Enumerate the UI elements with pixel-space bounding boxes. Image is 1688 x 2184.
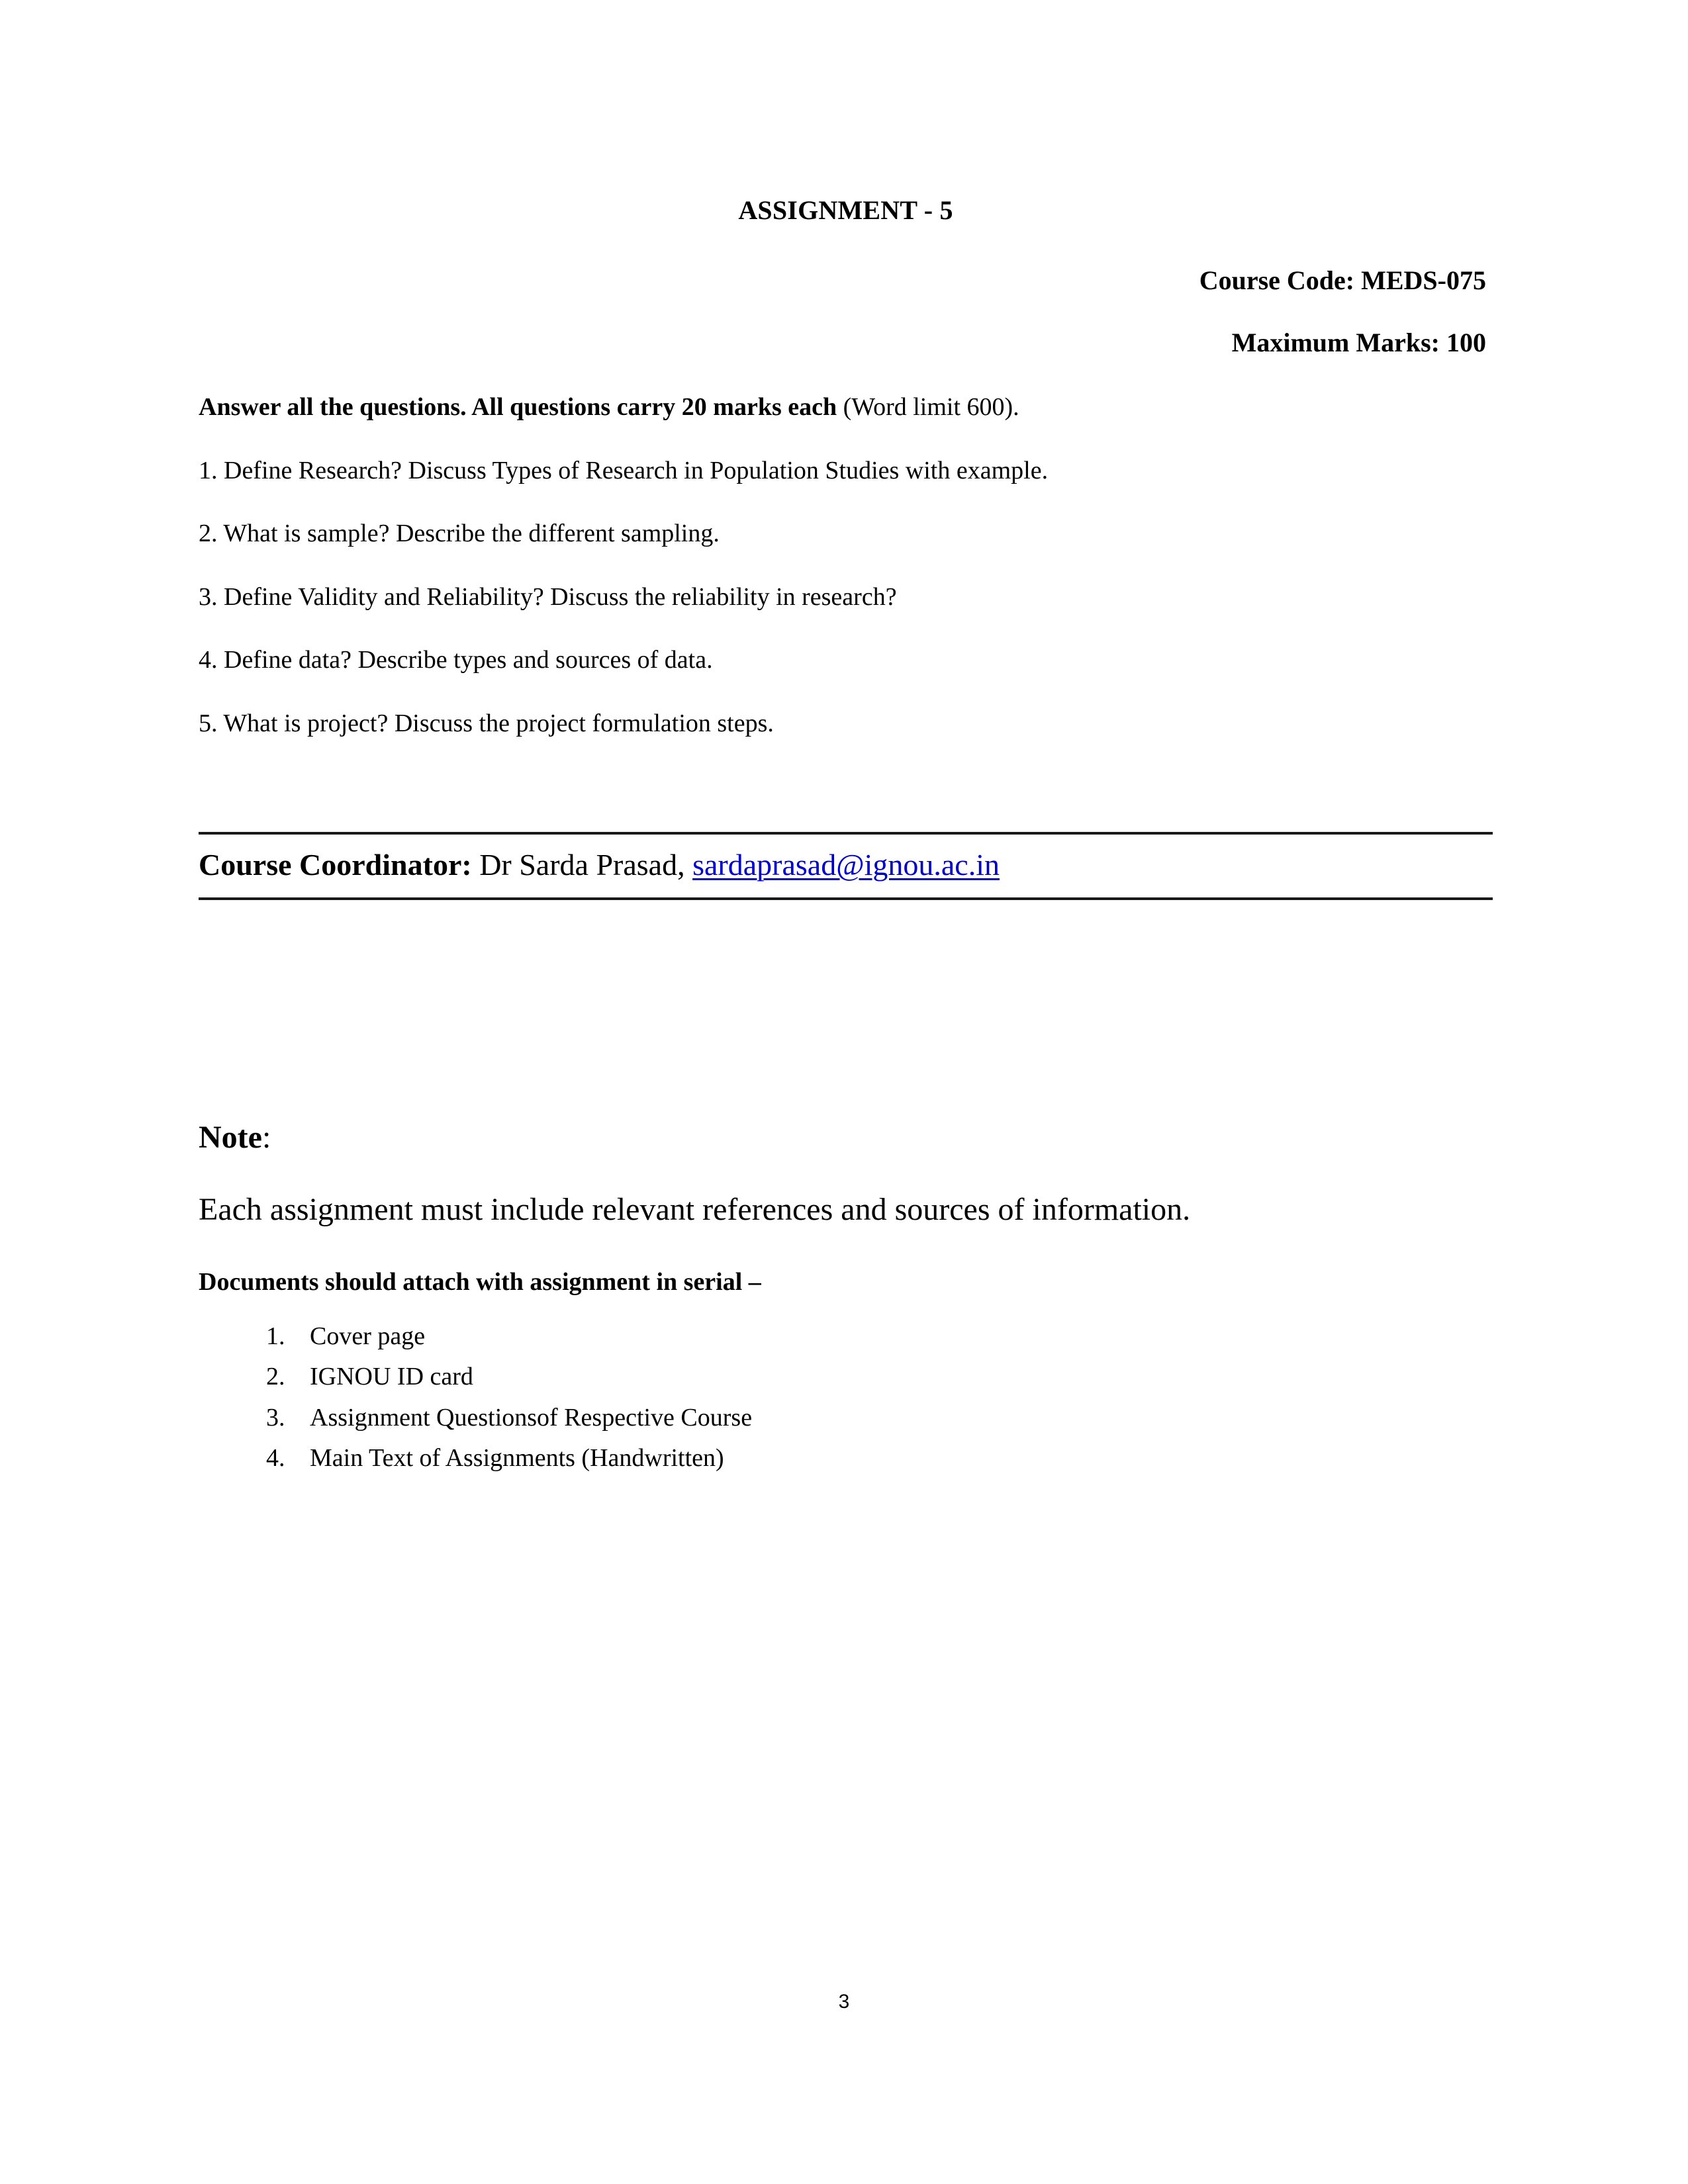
- question-item: 5. What is project? Discuss the project formulation steps.: [199, 709, 774, 737]
- note-body-text: Each assignment must include relevant references and sources of information.: [199, 1192, 1191, 1228]
- instruction-bold-text: Answer all the questions. All questions carry 20 marks each: [199, 393, 837, 421]
- page-title: ASSIGNMENT - 5: [738, 195, 953, 225]
- list-item: 1. Cover page: [291, 1316, 1493, 1357]
- list-item: 4. Main Text of Assignments (Handwritten): [291, 1438, 1493, 1479]
- list-item: 2. IGNOU ID card: [291, 1357, 1493, 1398]
- page-content: [199, 0, 1493, 1479]
- note-heading: [199, 900, 1493, 1157]
- page-number: 3: [838, 1991, 850, 2013]
- question-item: 2. What is sample? Describe the different sampling.: [199, 520, 720, 548]
- question-item: 4. Define data? Describe types and sources of data.: [199, 646, 713, 674]
- documents-list: [199, 1298, 1493, 1479]
- instruction-word-limit: (Word limit 600).: [837, 393, 1019, 421]
- coordinator-email-link[interactable]: sardaprasad@ignou.ac.in: [692, 847, 1000, 882]
- course-coordinator-line: [199, 846, 1493, 883]
- question-item: 3. Define Validity and Reliability? Discuss the reliability in research?: [199, 582, 897, 611]
- documents-heading: Documents should attach with assignment in serial –: [199, 1267, 761, 1296]
- maximum-marks: Maximum Marks: 100: [1231, 328, 1486, 357]
- course-coordinator-label: Course Coordinator:: [199, 847, 472, 882]
- list-item: 3. Assignment Questionsof Respective Course: [291, 1398, 1493, 1439]
- course-code: Course Code: MEDS-075: [1199, 265, 1486, 295]
- question-item: 1. Define Research? Discuss Types of Research in Population Studies with example.: [199, 456, 1049, 484]
- course-coordinator-block: [199, 832, 1493, 900]
- note-colon: :: [261, 1119, 271, 1155]
- note-label: Note: [199, 1119, 262, 1155]
- instruction-line: [199, 358, 1493, 423]
- course-coordinator-name: Dr Sarda Prasad,: [471, 847, 693, 882]
